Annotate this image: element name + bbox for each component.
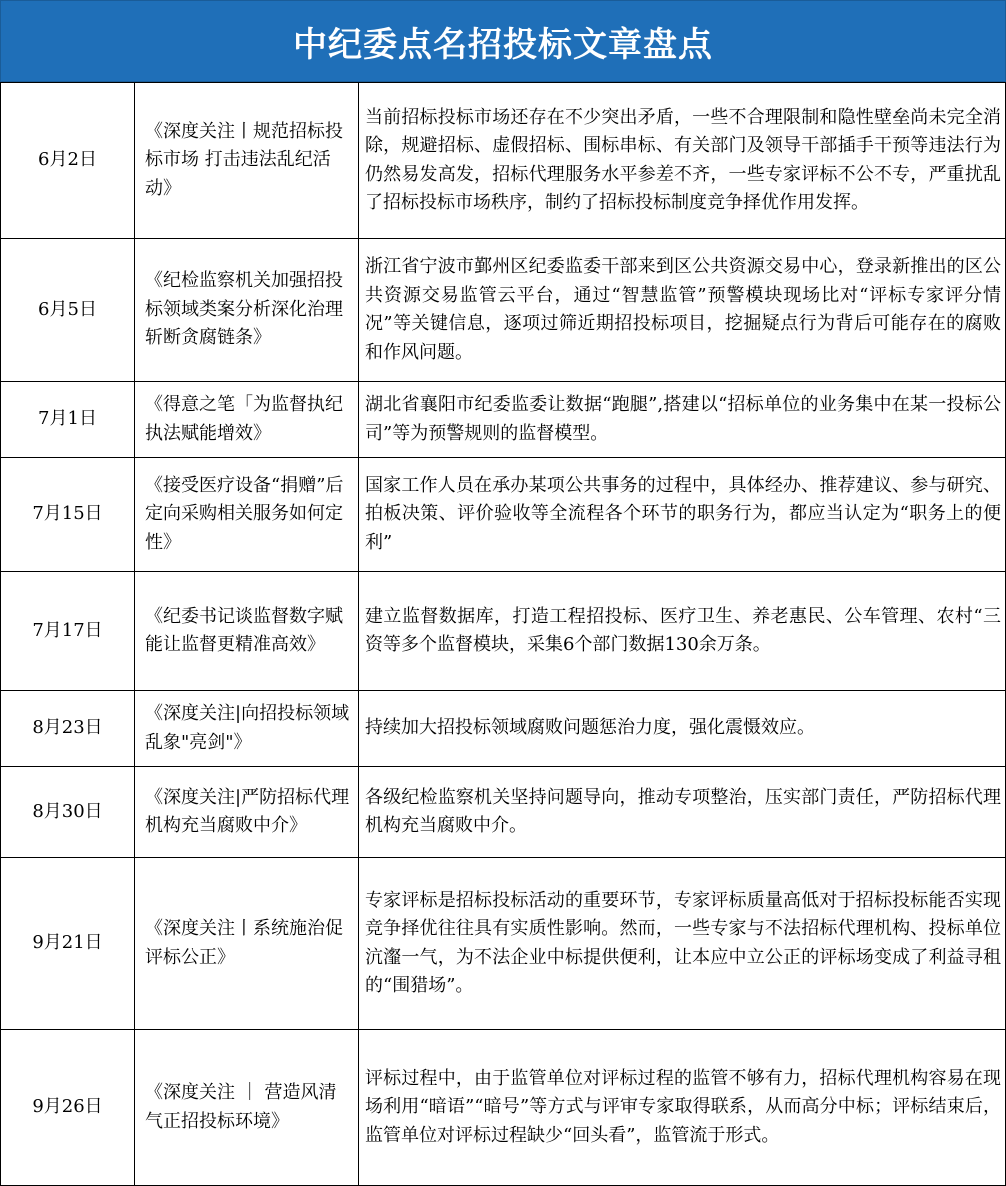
content-cell: 评标过程中，由于监管单位对评标过程的监管不够有力，招标代理机构容易在现场利用“暗语”“暗号”等方式与评审专家取得联系，从而高分中标；评标结束后，监管单位对评标过程缺少“回头看”，监管流于形式。 [359,1030,1006,1186]
date-cell: 7月15日 [1,458,135,572]
date-cell: 6月2日 [1,83,135,239]
table-row [1,572,1006,691]
date-cell: 7月17日 [1,572,135,691]
table-row [1,83,1006,239]
article-title-cell: 《深度关注 ｜ 营造风清气正招投标环境》 [135,1030,359,1186]
date-cell: 9月21日 [1,858,135,1030]
article-title-cell: 《深度关注|向招投标领域乱象"亮剑"》 [135,691,359,767]
content-cell: 浙江省宁波市鄞州区纪委监委干部来到区公共资源交易中心，登录新推出的区公共资源交易监管云平台，通过“智慧监管”预警模块现场比对“评标专家评分情况”等关键信息，逐项过筛近期招投标项目，挖掘疑点行为背后可能存在的腐败和作风问题。 [359,239,1006,382]
date-cell: 8月23日 [1,691,135,767]
table-row [1,382,1006,458]
article-table [0,82,1006,1186]
content-cell: 当前招标投标市场还存在不少突出矛盾，一些不合理限制和隐性壁垒尚未完全消除，规避招标、虚假招标、围标串标、有关部门及领导干部插手干预等违法行为仍然易发高发，招标代理服务水平参差不齐，一些专家评标不公不专，严重扰乱了招标投标市场秩序，制约了招标投标制度竞争择优作用发挥。 [359,83,1006,239]
table-row [1,458,1006,572]
article-title-cell: 《深度关注|严防招标代理机构充当腐败中介》 [135,767,359,858]
table-row [1,767,1006,858]
table-row [1,691,1006,767]
table-row [1,1030,1006,1186]
date-cell: 7月1日 [1,382,135,458]
table-row [1,239,1006,382]
content-cell: 建立监督数据库，打造工程招投标、医疗卫生、养老惠民、公车管理、农村“三资等多个监督模块，采集6个部门数据130余万条。 [359,572,1006,691]
date-cell: 8月30日 [1,767,135,858]
article-title-cell: 《纪委书记谈监督数字赋能让监督更精准高效》 [135,572,359,691]
content-cell: 各级纪检监察机关坚持问题导向，推动专项整治，压实部门责任，严防招标代理机构充当腐败中介。 [359,767,1006,858]
article-title-cell: 《深度关注丨系统施治促评标公正》 [135,858,359,1030]
article-title-cell: 《得意之笔「为监督执纪执法赋能增效》 [135,382,359,458]
table-row [1,858,1006,1030]
content-cell: 持续加大招投标领域腐败问题惩治力度，强化震慑效应。 [359,691,1006,767]
article-title-cell: 《接受医疗设备“捐赠”后定向采购相关服务如何定性》 [135,458,359,572]
content-cell: 湖北省襄阳市纪委监委让数据“跑腿”,搭建以“招标单位的业务集中在某一投标公司”等为预警规则的监督模型。 [359,382,1006,458]
content-cell: 国家工作人员在承办某项公共事务的过程中，具体经办、推荐建议、参与研究、拍板决策、评价验收等全流程各个环节的职务行为，都应当认定为“职务上的便利” [359,458,1006,572]
page-title: 中纪委点名招投标文章盘点 [0,0,1006,82]
date-cell: 9月26日 [1,1030,135,1186]
article-title-cell: 《纪检监察机关加强招投标领域类案分析深化治理斩断贪腐链条》 [135,239,359,382]
article-title-cell: 《深度关注丨规范招标投标市场 打击违法乱纪活动》 [135,83,359,239]
date-cell: 6月5日 [1,239,135,382]
content-cell: 专家评标是招标投标活动的重要环节，专家评标质量高低对于招标投标能否实现竞争择优往往具有实质性影响。然而，一些专家与不法招标代理机构、投标单位沆瀣一气，为不法企业中标提供便利，让本应中立公正的评标场变成了利益寻租的“围猎场”。 [359,858,1006,1030]
